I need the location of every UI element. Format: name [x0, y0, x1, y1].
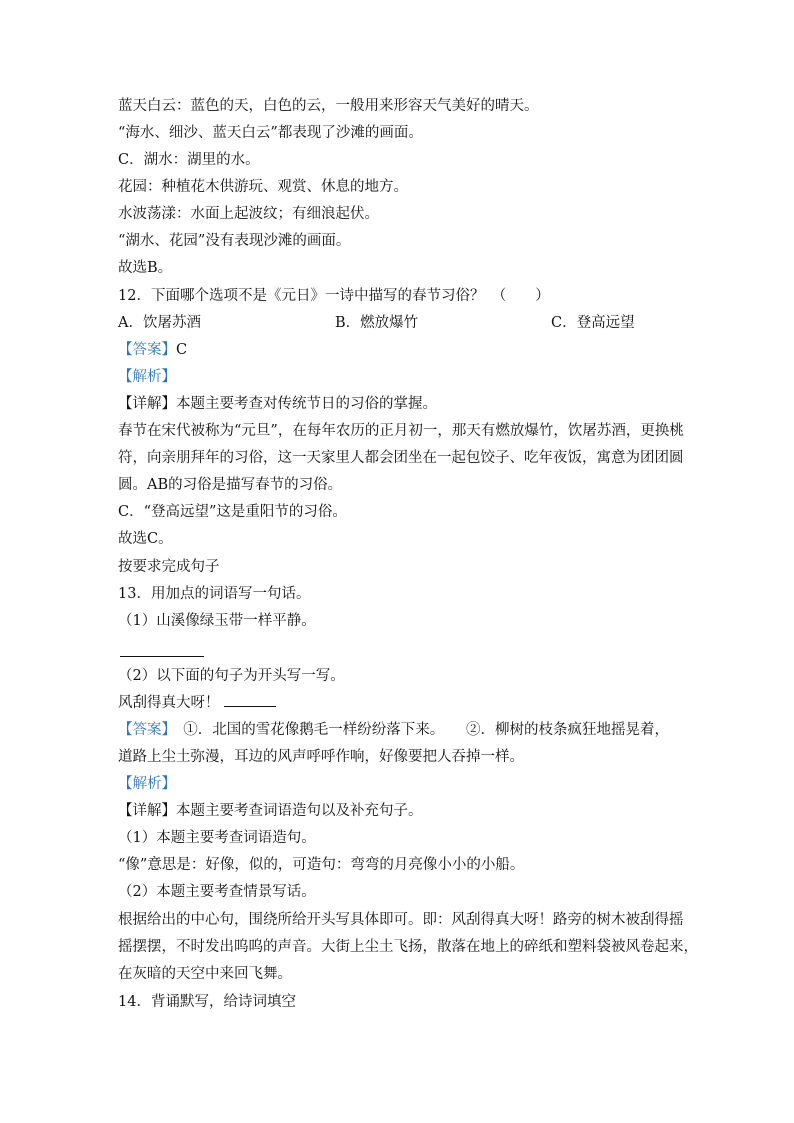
option-a: A．饮屠苏酒 [118, 315, 201, 331]
text-line: （2）本题主要考查情景写话。 [118, 884, 316, 900]
text-line: （1）本题主要考查词语造句。 [118, 830, 316, 846]
answer-value: C [176, 342, 188, 358]
option-b: B．燃放爆竹 [335, 315, 419, 331]
answer-tag: 【答案】 [118, 342, 176, 358]
question-14: 14．背诵默写，给诗词填空 [118, 994, 296, 1010]
answer-tag: 【答案】 [118, 722, 169, 738]
text-line: “湖水、花园”没有表现沙滩的画面。 [118, 233, 351, 249]
detail-tag: 【详解】 [118, 803, 176, 819]
sub-question-1: （1）山溪像绿玉带一样平静。 [118, 613, 316, 629]
sub-question-2-text: 风刮得真大呀！ [118, 695, 220, 711]
analysis-tag: 【解析】 [118, 369, 176, 385]
text-line: 摇摆摆，不时发出呜呜的声音。大街上尘土飞扬，散落在地上的碎纸和塑料袋被风卷起来， [118, 939, 698, 955]
text-line: 符，向亲朋拜年的习俗，这一天家里人都会团坐在一起包饺子、吃年夜饭，寓意为团团圆 [118, 450, 684, 466]
answer-blank-2[interactable] [224, 693, 276, 707]
text-line: 在灰暗的天空中来回飞舞。 [118, 966, 292, 982]
detail-text: 本题主要考查对传统节日的习俗的掌握。 [176, 396, 437, 412]
text-line: 春节在宋代被称为“元旦”，在每年农历的正月初一，那天有燃放爆竹，饮屠苏酒，更换桃 [118, 423, 684, 439]
text-line: “像”意思是：好像，似的，可造句：弯弯的月亮像小小的小船。 [118, 857, 525, 873]
question-12-options [118, 313, 678, 333]
section-title: 按要求完成句子 [118, 559, 220, 575]
answer-line [118, 720, 669, 740]
text-line: 道路上尘土弥漫，耳边的风声呼呼作响，好像要把人吞掉一样。 [118, 749, 524, 765]
question-12: 12．下面哪个选项不是《元日》一诗中描写的春节习俗？ （ ） [118, 288, 550, 304]
detail-line [118, 394, 437, 414]
text-line: 故选B。 [118, 260, 173, 276]
sub-question-2: （2）以下面的句子为开头写一写。 [118, 668, 345, 684]
text-line: 圆。AB的习俗是描写春节的习俗。 [118, 477, 343, 493]
text-line: C．“登高远望”这是重阳节的习俗。 [118, 504, 347, 520]
detail-line [118, 801, 423, 821]
text-line: 花园：种植花木供游玩、观赏、休息的地方。 [118, 179, 408, 195]
text-line: 水波荡漾：水面上起波纹；有细浪起伏。 [118, 206, 379, 222]
detail-tag: 【详解】 [118, 396, 176, 412]
detail-text: 本题主要考查词语造句以及补充句子。 [176, 803, 423, 819]
option-c: C．登高远望 [551, 315, 635, 331]
text-line: 故选C。 [118, 531, 173, 547]
text-line: “海水、细沙、蓝天白云”都表现了沙滩的画面。 [118, 125, 423, 141]
text-line: 根据给出的中心句，围绕所给开头写具体即可。即：风刮得真大呀！路旁的树木被刮得摇 [118, 912, 684, 928]
text-line: C．湖水：湖里的水。 [118, 152, 260, 168]
analysis-tag: 【解析】 [118, 776, 176, 792]
answer-line [118, 340, 187, 360]
answer-text: ①．北国的雪花像鹅毛一样纷纷落下来。 ②．柳树的枝条疯狂地摇晃着， [168, 722, 669, 738]
sub-question-2-line [118, 693, 276, 713]
question-13: 13．用加点的词语写一句话。 [118, 586, 311, 602]
answer-blank-1[interactable] [120, 656, 204, 657]
text-line: 蓝天白云：蓝色的天，白色的云，一般用来形容天气美好的晴天。 [118, 98, 539, 114]
